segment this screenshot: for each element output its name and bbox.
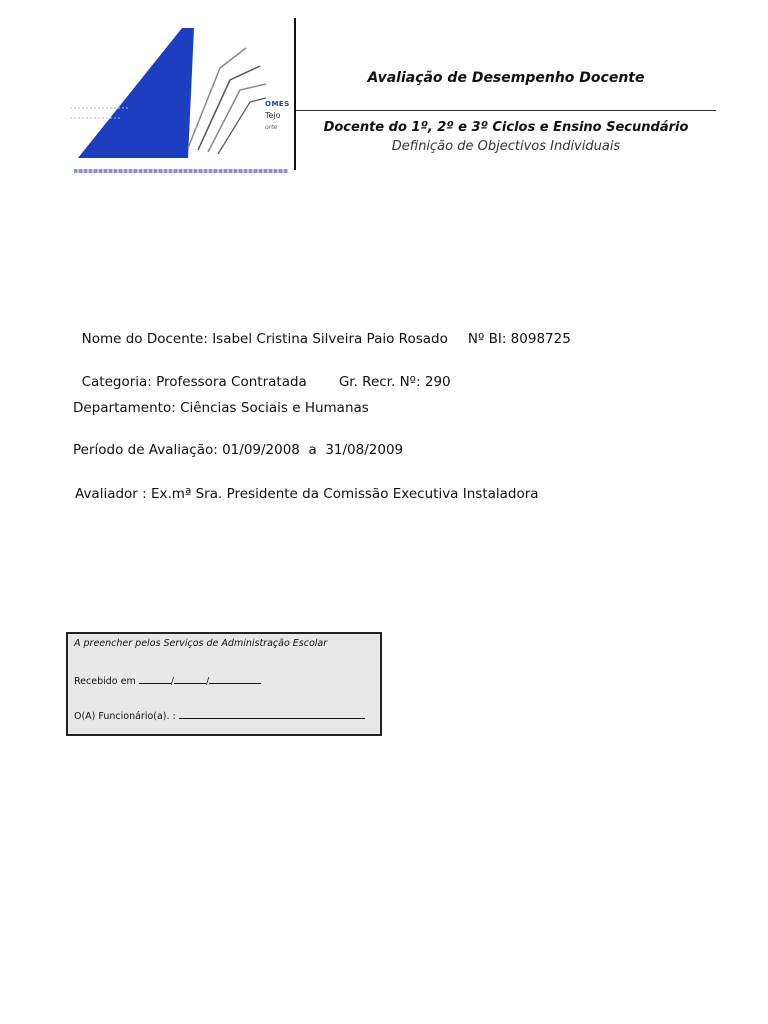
logo-place: Tejo bbox=[265, 111, 281, 120]
field-periodo: Período de Avaliação: 01/09/2008 a 31/08/2009 bbox=[73, 442, 404, 458]
logo-text-strip bbox=[74, 169, 288, 173]
date-slash-1: / bbox=[170, 676, 174, 687]
document-subtitle-2: Definição de Objectivos Individuais bbox=[391, 139, 621, 154]
logo-line-3 bbox=[208, 84, 266, 152]
field-departamento: Departamento: Ciências Sociais e Humanas bbox=[73, 400, 369, 416]
school-logo bbox=[70, 18, 294, 178]
logo-abbr: OMES bbox=[265, 100, 290, 108]
logo-triangle bbox=[78, 28, 194, 158]
recebido-day-blank[interactable] bbox=[139, 674, 171, 684]
funcionario-row bbox=[74, 709, 365, 722]
logo-graphic bbox=[70, 18, 294, 178]
date-slash-2: / bbox=[205, 676, 210, 687]
field-nome: Nome do Docente: Isabel Cristina Silveira Paio Rosado bbox=[81, 331, 448, 347]
recebido-row bbox=[74, 674, 261, 687]
field-avaliador: Avaliador : Ex.mª Sra. Presidente da Comissão Executiva Instaladora bbox=[75, 486, 539, 502]
field-grupo: Gr. Recr. Nº: 290 bbox=[338, 374, 451, 390]
funcionario-blank[interactable] bbox=[179, 709, 365, 719]
header-divider-horizontal bbox=[296, 110, 716, 111]
funcionario-label: O(A) Funcionário(a). : bbox=[74, 711, 176, 722]
recebido-year-blank[interactable] bbox=[209, 674, 261, 684]
logo-line-2 bbox=[198, 66, 260, 150]
field-categoria: Categoria: Professora Contratada bbox=[81, 374, 307, 390]
logo-line-4 bbox=[218, 98, 266, 154]
document-subtitle: Docente do 1º, 2º e 3º Ciclos e Ensino Secundário bbox=[323, 120, 689, 135]
document-title: Avaliação de Desempenho Docente bbox=[367, 70, 645, 86]
recebido-label: Recebido em bbox=[74, 676, 136, 687]
field-nome-row bbox=[73, 315, 571, 347]
recebido-month-blank[interactable] bbox=[174, 674, 206, 684]
logo-small-text: orte bbox=[265, 124, 278, 131]
admin-box bbox=[66, 632, 382, 736]
admin-heading: A preencher pelos Serviços de Administração Escolar bbox=[74, 638, 328, 649]
field-categoria-row bbox=[73, 358, 451, 390]
field-bi: Nº BI: 8098725 bbox=[467, 331, 571, 347]
